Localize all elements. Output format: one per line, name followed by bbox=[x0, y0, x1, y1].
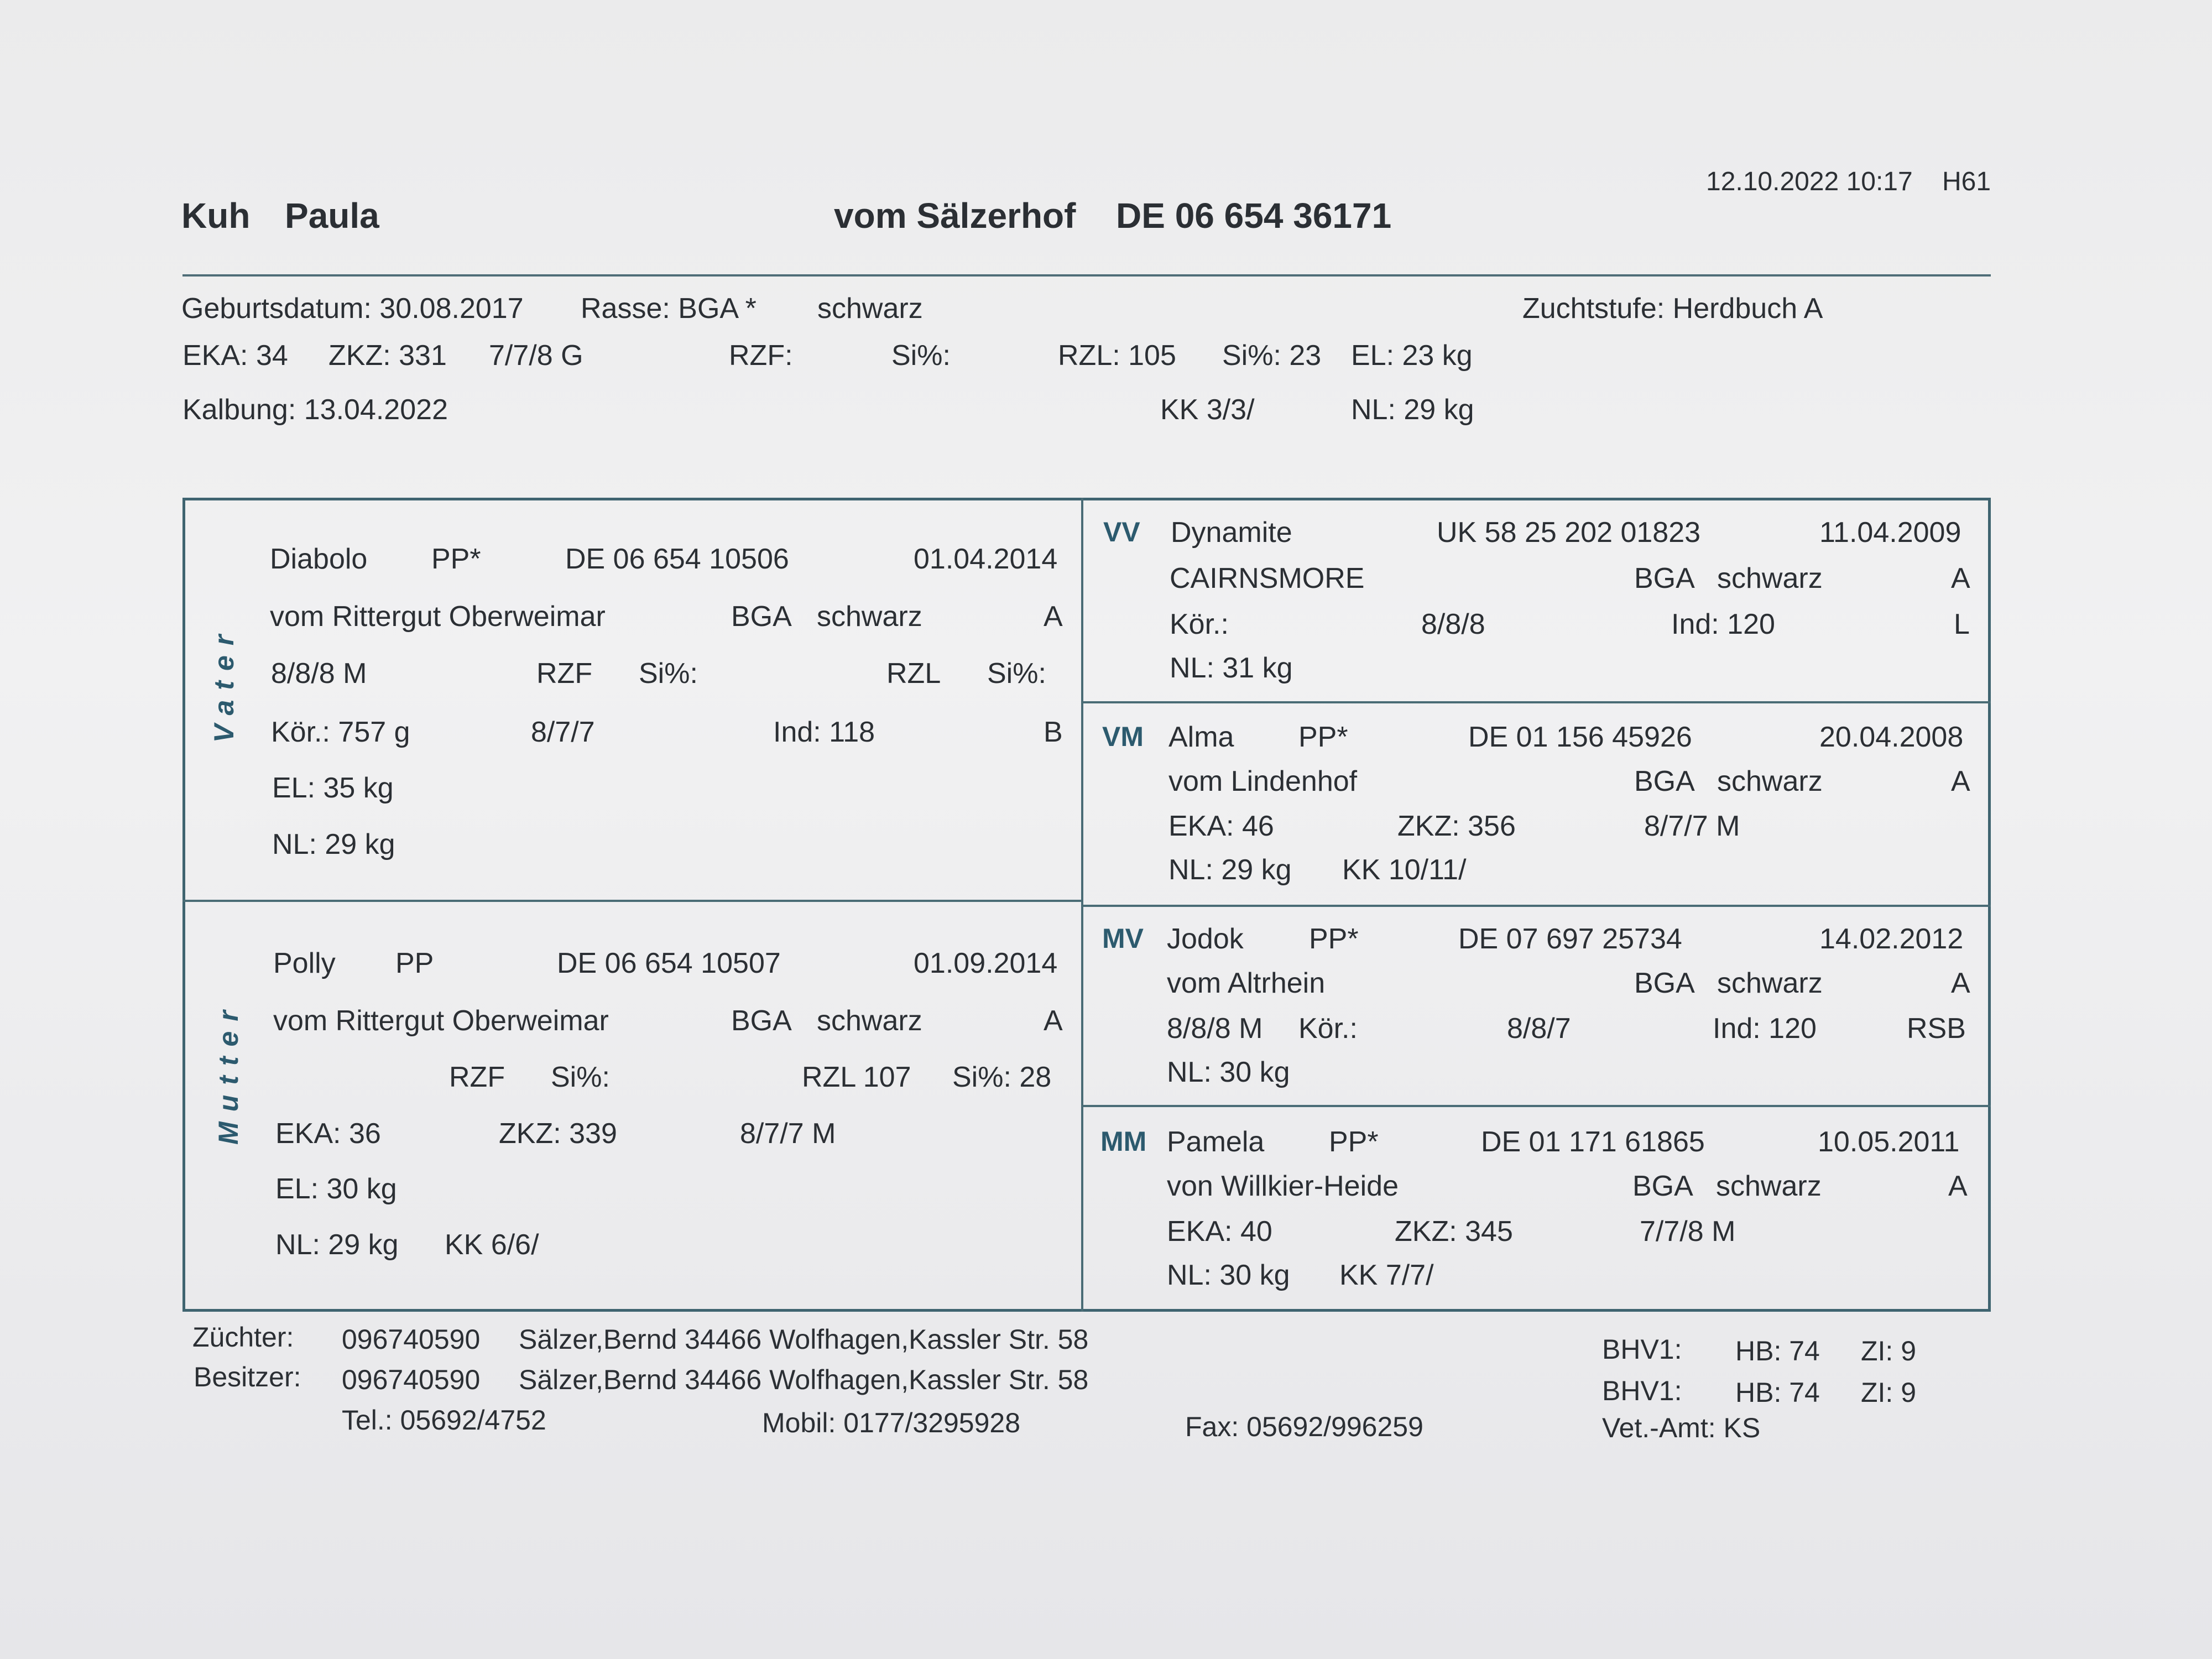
vv-class: A bbox=[1951, 562, 1970, 594]
animal-name: Paula bbox=[285, 196, 379, 236]
mv-date: 14.02.2012 bbox=[1819, 923, 1964, 955]
mother-date: 01.09.2014 bbox=[914, 947, 1058, 979]
father-nl: NL: 29 kg bbox=[272, 828, 395, 860]
vv-vm-divider bbox=[1081, 701, 1991, 703]
vv-name: Dynamite bbox=[1171, 517, 1292, 549]
mv-class: A bbox=[1951, 967, 1970, 999]
mother-class: A bbox=[1044, 1005, 1063, 1037]
info-note: 7/7/8 G bbox=[489, 340, 583, 372]
mother-eka: EKA: 36 bbox=[275, 1118, 381, 1150]
vm-zkz: ZKZ: 356 bbox=[1397, 810, 1516, 842]
father-ind-class: B bbox=[1044, 716, 1063, 748]
print-code: H61 bbox=[1942, 167, 1991, 196]
info-rzl: RZL: 105 bbox=[1058, 340, 1176, 372]
vv-ind: Ind: 120 bbox=[1671, 608, 1775, 640]
father-side-label: Vater bbox=[208, 624, 239, 743]
info-el: EL: 23 kg bbox=[1351, 340, 1473, 372]
owner-label: Besitzer: bbox=[194, 1361, 301, 1392]
mv-pp: PP* bbox=[1309, 923, 1359, 955]
bhv1-label-2: BHV1: bbox=[1602, 1375, 1682, 1406]
mobile: Mobil: 0177/3295928 bbox=[762, 1407, 1021, 1438]
mv-nl: NL: 30 kg bbox=[1167, 1056, 1290, 1088]
vv-color: schwarz bbox=[1717, 562, 1823, 594]
mv-kor: Kör.: bbox=[1298, 1013, 1358, 1045]
mv-ind: Ind: 120 bbox=[1713, 1013, 1817, 1045]
vm-name: Alma bbox=[1168, 721, 1234, 753]
animal-farm: vom Sälzerhof bbox=[834, 196, 1076, 236]
mm-zkz: ZKZ: 345 bbox=[1395, 1215, 1513, 1248]
animal-id: DE 06 654 36171 bbox=[1116, 196, 1392, 236]
mother-rzf: RZF bbox=[449, 1061, 505, 1093]
vm-mv-divider bbox=[1081, 905, 1991, 907]
info-si1: Si%: bbox=[891, 340, 951, 372]
hb-value-1: HB: 74 bbox=[1735, 1335, 1820, 1366]
mother-zkz: ZKZ: 339 bbox=[499, 1118, 617, 1150]
father-name: Diabolo bbox=[270, 543, 368, 575]
mm-pp: PP* bbox=[1329, 1126, 1379, 1158]
mm-eka: EKA: 40 bbox=[1167, 1215, 1272, 1248]
breed: Rasse: BGA * bbox=[581, 293, 757, 325]
mm-kk: KK 7/7/ bbox=[1339, 1259, 1434, 1291]
mm-class: A bbox=[1948, 1170, 1968, 1202]
mm-note: 7/7/8 M bbox=[1640, 1215, 1736, 1248]
vv-date: 11.04.2009 bbox=[1819, 517, 1961, 549]
mother-color: schwarz bbox=[817, 1005, 922, 1037]
mv-label: MV bbox=[1102, 923, 1144, 954]
vm-breed: BGA bbox=[1634, 765, 1695, 797]
mv-kor-note: 8/8/7 bbox=[1507, 1013, 1571, 1045]
vm-pp: PP* bbox=[1298, 721, 1348, 753]
info-si2: Si%: 23 bbox=[1222, 340, 1322, 372]
vm-class: A bbox=[1951, 765, 1970, 797]
mv-mm-divider bbox=[1081, 1105, 1991, 1107]
vv-label: VV bbox=[1103, 517, 1140, 547]
vet-office: Vet.-Amt: KS bbox=[1602, 1412, 1761, 1443]
vv-kor: Kör.: bbox=[1170, 608, 1229, 640]
mv-farm: vom Altrhein bbox=[1167, 967, 1326, 999]
mother-name: Polly bbox=[273, 947, 336, 979]
mm-color: schwarz bbox=[1716, 1170, 1822, 1202]
mv-breed: BGA bbox=[1634, 967, 1695, 999]
info-kk: KK 3/3/ bbox=[1160, 394, 1255, 426]
mother-rzl: RZL 107 bbox=[802, 1061, 911, 1093]
vm-date: 20.04.2008 bbox=[1819, 721, 1964, 753]
mother-id: DE 06 654 10507 bbox=[557, 947, 781, 979]
vv-kor-note: 8/8/8 bbox=[1421, 608, 1485, 640]
parents-divider bbox=[182, 900, 1082, 902]
owner-number: 096740590 bbox=[342, 1364, 481, 1395]
vm-id: DE 01 156 45926 bbox=[1468, 721, 1692, 753]
mm-farm: von Willkier-Heide bbox=[1167, 1170, 1399, 1202]
father-si1: Si%: bbox=[639, 658, 698, 690]
mm-breed: BGA bbox=[1632, 1170, 1693, 1202]
mother-pp: PP bbox=[395, 947, 434, 979]
vm-note: 8/7/7 M bbox=[1644, 810, 1740, 842]
mm-id: DE 01 171 61865 bbox=[1481, 1126, 1705, 1158]
mother-side-label: Mutter bbox=[213, 1000, 244, 1145]
mm-nl: NL: 30 kg bbox=[1167, 1259, 1290, 1291]
breeder-label: Züchter: bbox=[192, 1322, 294, 1353]
father-class: A bbox=[1044, 601, 1063, 633]
print-timestamp: 12.10.2022 10:17 bbox=[1706, 167, 1913, 196]
info-nl: NL: 29 kg bbox=[1351, 394, 1474, 426]
owner-address: Sälzer,Bernd 34466 Wolfhagen,Kassler Str. 58 bbox=[519, 1364, 1089, 1395]
father-pp: PP* bbox=[431, 543, 481, 575]
mv-name: Jodok bbox=[1167, 923, 1244, 955]
mv-ind-class: RSB bbox=[1907, 1013, 1966, 1045]
hb-value-2: HB: 74 bbox=[1735, 1377, 1820, 1408]
vv-breed: BGA bbox=[1634, 562, 1695, 594]
father-rzl: RZL bbox=[886, 658, 941, 690]
bhv1-label-1: BHV1: bbox=[1602, 1334, 1682, 1365]
calving-date: Kalbung: 13.04.2022 bbox=[182, 394, 448, 426]
color: schwarz bbox=[817, 293, 923, 325]
info-rzf: RZF: bbox=[729, 340, 793, 372]
father-breed: BGA bbox=[731, 601, 792, 633]
phone: Tel.: 05692/4752 bbox=[342, 1405, 546, 1436]
mother-nl: NL: 29 kg bbox=[275, 1229, 399, 1261]
father-farm: vom Rittergut Oberweimar bbox=[270, 601, 606, 633]
father-kor: Kör.: 757 g bbox=[271, 716, 410, 748]
vm-eka: EKA: 46 bbox=[1168, 810, 1274, 842]
mm-name: Pamela bbox=[1167, 1126, 1265, 1158]
mother-note: 8/7/7 M bbox=[740, 1118, 836, 1150]
zi-value-2: ZI: 9 bbox=[1861, 1377, 1917, 1408]
mother-breed: BGA bbox=[731, 1005, 792, 1037]
vm-kk: KK 10/11/ bbox=[1342, 854, 1467, 886]
mother-farm: vom Rittergut Oberweimar bbox=[273, 1005, 609, 1037]
vm-color: schwarz bbox=[1717, 765, 1823, 797]
vv-ind-class: L bbox=[1954, 608, 1970, 640]
breeder-number: 096740590 bbox=[342, 1324, 481, 1355]
father-id: DE 06 654 10506 bbox=[565, 543, 789, 575]
vv-farm: CAIRNSMORE bbox=[1170, 562, 1365, 594]
breeding-level: Zuchtstufe: Herdbuch A bbox=[1522, 293, 1823, 325]
vm-label: VM bbox=[1102, 721, 1144, 752]
mv-color: schwarz bbox=[1717, 967, 1823, 999]
vm-nl: NL: 29 kg bbox=[1168, 854, 1292, 886]
vv-id: UK 58 25 202 01823 bbox=[1437, 517, 1701, 549]
fax: Fax: 05692/996259 bbox=[1185, 1411, 1423, 1442]
birth-date: Geburtsdatum: 30.08.2017 bbox=[181, 293, 524, 325]
father-date: 01.04.2014 bbox=[914, 543, 1058, 575]
info-eka: EKA: 34 bbox=[182, 340, 288, 372]
father-el: EL: 35 kg bbox=[272, 772, 394, 804]
father-si2: Si%: bbox=[987, 658, 1046, 690]
header-divider bbox=[182, 274, 1991, 276]
breeder-address: Sälzer,Bernd 34466 Wolfhagen,Kassler Str. 58 bbox=[519, 1324, 1089, 1355]
animal-kind: Kuh bbox=[181, 196, 251, 236]
mv-note: 8/8/8 M bbox=[1167, 1013, 1263, 1045]
vv-nl: NL: 31 kg bbox=[1170, 652, 1293, 684]
mv-id: DE 07 697 25734 bbox=[1458, 923, 1682, 955]
vm-farm: vom Lindenhof bbox=[1168, 765, 1358, 797]
father-ind: Ind: 118 bbox=[773, 716, 875, 748]
mother-el: EL: 30 kg bbox=[275, 1173, 397, 1205]
zi-value-1: ZI: 9 bbox=[1861, 1335, 1917, 1366]
mother-kk: KK 6/6/ bbox=[445, 1229, 539, 1261]
mm-label: MM bbox=[1100, 1126, 1147, 1157]
father-rzf: RZF bbox=[536, 658, 593, 690]
father-kor-note: 8/7/7 bbox=[531, 716, 595, 748]
mm-date: 10.05.2011 bbox=[1818, 1126, 1960, 1158]
mother-si2: Si%: 28 bbox=[952, 1061, 1052, 1093]
father-color: schwarz bbox=[817, 601, 922, 633]
father-note: 8/8/8 M bbox=[271, 658, 367, 690]
info-zkz: ZKZ: 331 bbox=[328, 340, 447, 372]
mother-si1: Si%: bbox=[551, 1061, 610, 1093]
